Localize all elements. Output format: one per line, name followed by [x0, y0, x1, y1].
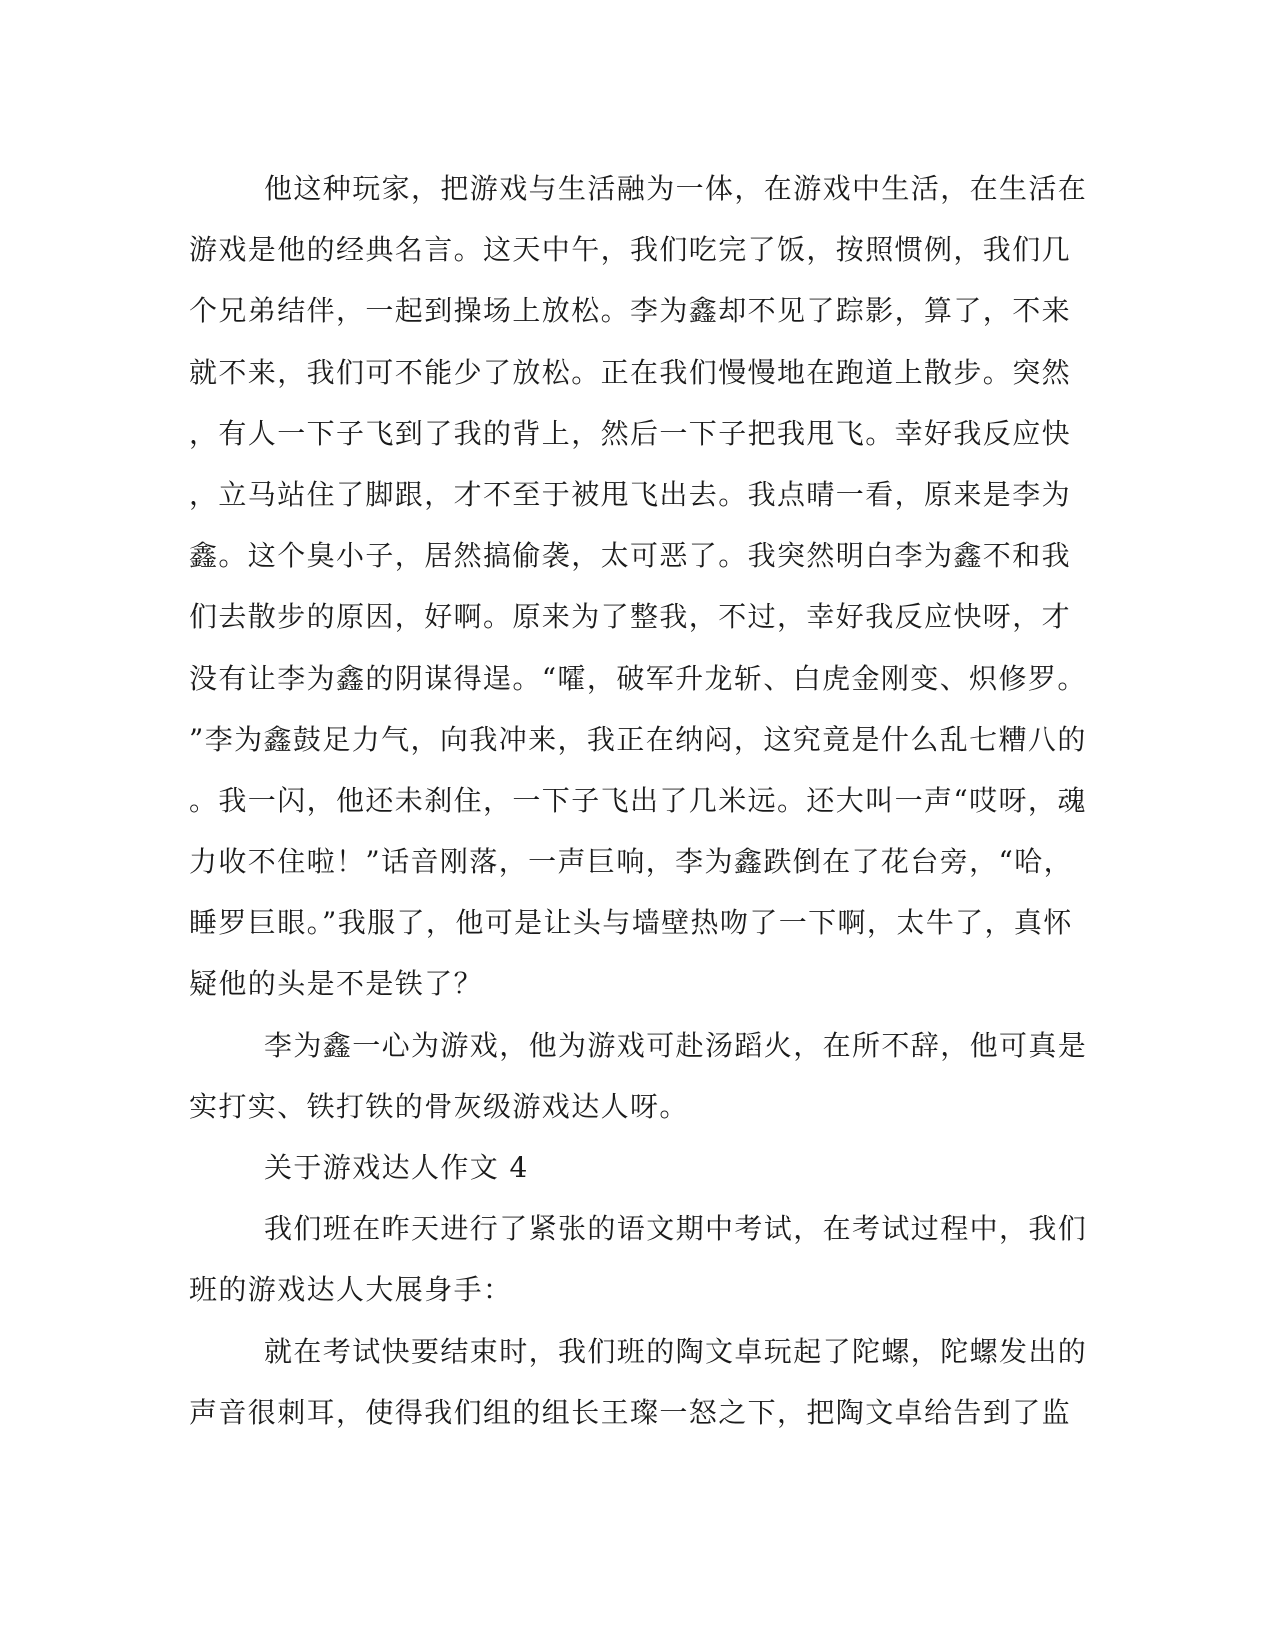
- text-line: 就在考试快要结束时，我们班的陶文卓玩起了陀螺，陀螺发出的: [264, 1334, 1088, 1368]
- essay-body: [189, 158, 1089, 1443]
- text-line: ，立马站住了脚跟，才不至于被甩飞出去。我点晴一看，原来是李为: [189, 477, 1072, 511]
- text-line: 他这种玩家，把游戏与生活融为一体，在游戏中生活，在生活在: [264, 172, 1088, 205]
- text-line: ”李为鑫鼓足力气，向我冲来，我正在纳闷，这究竟是什么乱七糟八的: [189, 722, 1087, 756]
- text-line: 就不来，我们可不能少了放松。正在我们慢慢地在跑道上散步。突然: [189, 355, 1072, 389]
- text-line: 个兄弟结伴，一起到操场上放松。李为鑫却不见了踪影，算了，不来: [189, 294, 1072, 328]
- text-line: 们去散步的原因，好啊。原来为了整我，不过，幸好我反应快呀，才: [189, 600, 1072, 634]
- text-line: 没有让李为鑫的阴谋得逞。“嚯，破军升龙斩、白虎金刚变、炽修罗。: [189, 661, 1087, 695]
- text-line: 班的游戏达人大展身手：: [189, 1273, 513, 1307]
- text-line: 鑫。这个臭小子，居然搞偷袭，太可恶了。我突然明白李为鑫不和我: [189, 539, 1072, 573]
- text-line: 游戏是他的经典名言。这天中午，我们吃完了饭，按照惯例，我们几: [189, 233, 1072, 267]
- text-line: 实打实、铁打铁的骨灰级游戏达人呀。: [189, 1089, 689, 1123]
- text-line: 声音很刺耳，使得我们组的组长王璨一怒之下，把陶文卓给告到了监: [189, 1395, 1072, 1429]
- text-line: 疑他的头是不是铁了？: [189, 967, 484, 1001]
- text-line: 。我一闪，他还未刹住，一下子飞出了几米远。还大叫一声“哎呀，魂: [189, 783, 1087, 817]
- text-line: ，有人一下子飞到了我的背上，然后一下子把我甩飞。幸好我反应快: [189, 416, 1072, 450]
- text-line: 睡罗巨眼。”我服了，他可是让头与墙壁热吻了一下啊，太牛了，真怀: [189, 906, 1073, 940]
- text-line: 我们班在昨天进行了紧张的语文期中考试，在考试过程中，我们: [264, 1212, 1088, 1246]
- section-heading: 关于游戏达人作文 4: [264, 1151, 529, 1184]
- text-line: 李为鑫一心为游戏，他为游戏可赴汤蹈火，在所不辞，他可真是: [264, 1028, 1088, 1062]
- text-line: 力收不住啦！”话音刚落，一声巨响，李为鑫跌倒在了花台旁，“哈，: [189, 845, 1074, 879]
